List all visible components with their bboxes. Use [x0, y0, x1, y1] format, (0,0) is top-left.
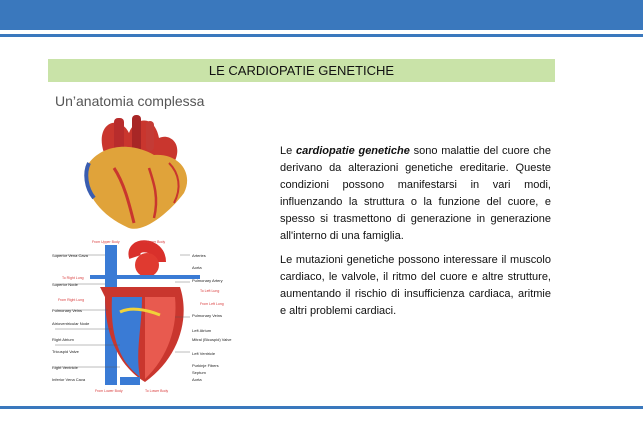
label-right-atrium: Right Atrium	[52, 337, 74, 342]
label-right-ventricle: Right Ventricle	[52, 365, 78, 370]
p1-rest: sono malattie del cuore che derivano da alterazioni genetiche ereditarie. Queste condizioni possono manifestarsi in vari modi, influenzando la struttura o la funzione del cuore, e spesso si trasmettono di generazione in generazione all'interno di una famiglia.	[280, 145, 551, 242]
label-to-lower-body: To Lower Body	[145, 389, 169, 393]
label-superior-vena-cava: Superior Vena Cava	[52, 253, 88, 258]
paragraph-2: Le mutazioni genetiche possono interessare il muscolo cardiaco, le valvole, il ritmo del cuore e altre strutture, aumentando il rischio di insufficienza cardiaca, aritmie e altri problemi cardiaci.	[280, 254, 551, 317]
header-bar	[0, 0, 643, 30]
label-pulmonary-veins-right: Pulmonary Veins	[192, 313, 223, 318]
slide-title: LE CARDIOPATIE GENETICHE	[48, 59, 555, 82]
label-av-node: Atrioventricular Node	[52, 321, 90, 326]
label-purkinje-fibers: Purkinje Fibers	[192, 363, 219, 368]
label-pulmonary-veins-left: Pulmonary Veins	[52, 308, 83, 313]
slide-subtitle: Un’anatomia complessa	[55, 93, 205, 109]
label-from-lower-body: From Lower Body	[95, 389, 123, 393]
footer-divider	[0, 406, 643, 409]
label-mitral-valve: Mitral (Bicuspid) Valve	[192, 337, 232, 342]
label-aorta-bottom: Aorta	[192, 377, 202, 382]
label-aorta-top: Aorta	[192, 265, 202, 270]
label-pulmonary-artery: Pulmonary Artery	[192, 278, 223, 283]
header-divider	[0, 34, 643, 37]
paragraph-1	[280, 143, 551, 245]
label-to-left-lung: To Left Lung	[200, 289, 220, 293]
heart-anatomy-diagram	[50, 237, 240, 394]
label-to-upper-body: To Upper Body	[142, 240, 166, 244]
label-tricuspid-valve: Tricuspid Valve	[52, 349, 79, 354]
body-text	[280, 143, 551, 327]
label-to-right-lung: To Right Lung	[62, 276, 84, 280]
p1-term: cardiopatie genetiche	[296, 145, 410, 157]
label-arteries: Arteries	[192, 253, 206, 258]
label-from-left-lung: From Left Lung	[200, 302, 224, 306]
label-left-ventricle: Left Ventricle	[192, 351, 216, 356]
label-superior-node: Superior Node	[52, 282, 78, 287]
label-from-upper-body: From Upper Body	[92, 240, 120, 244]
label-left-atrium: Left Atrium	[192, 328, 212, 333]
label-septum: Septum	[192, 370, 206, 375]
heart-illustration	[74, 113, 199, 233]
p1-prefix: Le	[280, 145, 297, 157]
label-inferior-vena-cava: Inferior Vena Cava	[52, 377, 86, 382]
label-from-right-lung: From Right Lung	[58, 298, 85, 302]
